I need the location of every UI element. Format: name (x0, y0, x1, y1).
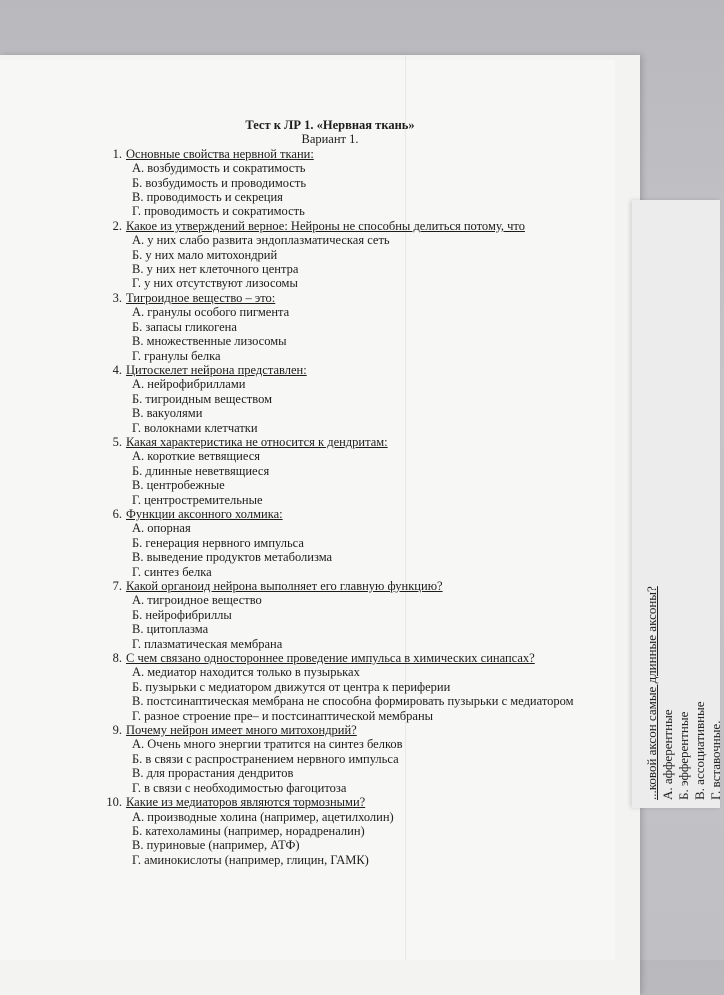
answer-option: Г. разное строение пре– и постсинаптической мембраны (132, 708, 434, 723)
side-sheet-text (644, 240, 724, 800)
answer-option: А. возбудимость и сократимость (132, 161, 306, 176)
question-number: 8. (112, 651, 122, 666)
variant-label: Вариант 1. (301, 132, 359, 147)
answer-option: Б. пузырьки с медиатором движутся от центра к периферии (132, 679, 451, 694)
answer-option: В. выведение продуктов метаболизма (132, 550, 333, 565)
question-text: Какое из утверждений верное: Нейроны не способны делиться потому, что (126, 218, 525, 233)
question-9 (100, 723, 590, 737)
answer-option: Б. катехоламины (например, норадреналин) (132, 823, 365, 838)
question-number: 6. (112, 506, 122, 521)
answer-option: А. медиатор находится только в пузырьках (132, 665, 360, 680)
answer-option: Б. тигроидным веществом (132, 391, 272, 406)
question-number: 9. (112, 723, 122, 738)
answer-option: В. проводимость и секреция (132, 190, 283, 205)
question-text: С чем связано одностороннее проведение импульса в химических синапсах? (126, 651, 535, 666)
question-text: Почему нейрон имеет много митохондрий? (126, 723, 357, 738)
answer-option: А. производные холина (например, ацетилхолин) (132, 809, 394, 824)
answer-option: Б. нейрофибриллы (132, 607, 232, 622)
question-1 (100, 147, 590, 161)
question-text: Тигроидное вещество – это: (126, 290, 276, 305)
question-8 (100, 651, 590, 665)
side-option: Г. вставочные. (708, 720, 723, 800)
document-title: Тест к ЛР 1. «Нервная ткань» (245, 118, 415, 132)
question-text: Какие из медиаторов являются тормозными? (126, 795, 366, 810)
question-6 (100, 507, 590, 521)
answer-option: Б. возбудимость и проводимость (132, 175, 307, 190)
answer-option: В. для прорастания дендритов (132, 766, 294, 781)
answer-option: А. короткие ветвящиеся (132, 449, 260, 464)
question-5 (100, 435, 590, 449)
answer-option: В. множественные лизосомы (132, 334, 287, 349)
question-text: Функции аксонного холмика: (126, 506, 283, 521)
answer-option: Г. аминокислоты (например, глицин, ГАМК) (132, 852, 369, 867)
question-number: 5. (112, 434, 122, 449)
question-7 (100, 579, 590, 593)
question-10 (100, 795, 590, 809)
answer-option: В. цитоплазма (132, 622, 209, 637)
answer-option: Б. у них мало митохондрий (132, 247, 278, 262)
answer-option: В. вакуолями (132, 406, 203, 421)
question-text: Какая характеристика не относится к дендритам: (126, 434, 388, 449)
answer-option: А. гранулы особого пигмента (132, 305, 290, 320)
side-paper-sheet (632, 200, 723, 808)
answer-option: В. центробежные (132, 478, 225, 493)
question-4 (100, 363, 590, 377)
answer-option: Б. длинные неветвящиеся (132, 463, 270, 478)
test-document (100, 118, 590, 867)
answer-option: А. тигроидное вещество (132, 593, 262, 608)
answer-option: А. опорная (132, 521, 191, 536)
answer-option: Г. у них отсутствуют лизосомы (132, 276, 298, 291)
question-number: 4. (112, 362, 122, 377)
answer-option: А. у них слабо развита эндоплазматическая сеть (132, 233, 390, 248)
question-3 (100, 291, 590, 305)
question-text: Какой органоид нейрона выполняет его главную функцию? (126, 579, 443, 593)
answer-option: Г. в связи с необходимостью фагоцитоза (132, 780, 347, 795)
answer-option: Б. генерация нервного импульса (132, 535, 304, 550)
answer-option: Г. проводимость и сократимость (132, 204, 305, 219)
answer-option: Б. в связи с распространением нервного импульса (132, 751, 399, 766)
answer-option: Г. синтез белка (132, 564, 212, 579)
answer-option: Б. запасы гликогена (132, 319, 237, 334)
question-number: 10. (106, 795, 122, 810)
answer-option: В. у них нет клеточного центра (132, 262, 299, 277)
question-text: Цитоскелет нейрона представлен: (126, 362, 307, 377)
answer-option: В. постсинаптическая мембрана не способна формировать пузырьки с медиатором (132, 694, 574, 709)
question-number: 3. (112, 290, 122, 305)
answer-option: Г. центростремительные (132, 492, 263, 507)
question-list (100, 147, 590, 867)
side-option: Б. эфферентные (676, 711, 691, 800)
answer-option: А. нейрофибриллами (132, 377, 246, 392)
question-text: Основные свойства нервной ткани: (126, 146, 314, 161)
question-2 (100, 219, 590, 233)
side-option: В. ассоциативные (692, 701, 707, 800)
answer-option: В. пуриновые (например, АТФ) (132, 838, 300, 853)
answer-option: Г. волокнами клетчатки (132, 420, 258, 435)
answer-option: Г. гранулы белка (132, 348, 221, 363)
question-number: 7. (112, 579, 122, 593)
question-number: 2. (112, 218, 122, 233)
answer-option: Г. плазматическая мембрана (132, 636, 283, 651)
side-question: ...ковой аксон самые длинные аксоны? (644, 586, 659, 800)
answer-option: А. Очень много энергии тратится на синтез белков (132, 737, 403, 752)
question-number: 1. (112, 146, 122, 161)
side-option: А. афферентные (660, 709, 675, 800)
